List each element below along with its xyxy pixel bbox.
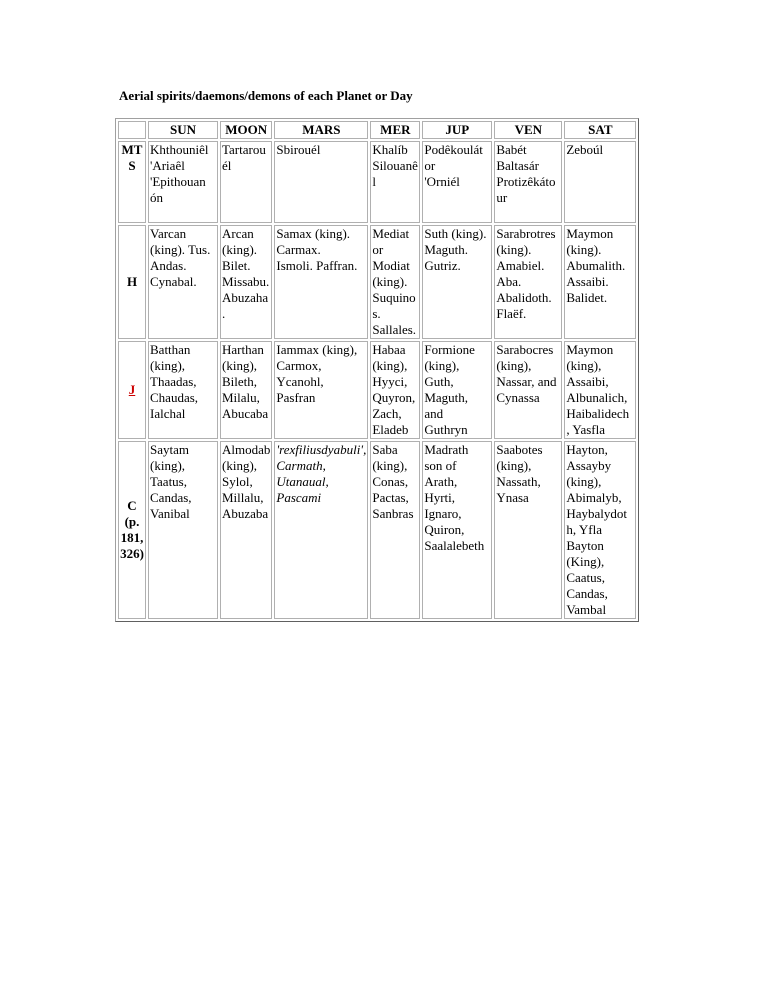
cell-ven: Saabotes (king), Nassath, Ynasa	[494, 441, 562, 619]
cell-sat: Zeboúl	[564, 141, 636, 223]
cell-sat: Hayton, Assayby (king), Abimalyb, Haybalydot h, Yfla Bayton (King), Caatus, Candas, Vambal	[564, 441, 636, 619]
cell-sun: Batthan (king), Thaadas, Chaudas, Ialchal	[148, 341, 218, 439]
row-label-j	[118, 341, 146, 439]
spirits-table	[115, 118, 639, 622]
cell-mars	[274, 441, 368, 619]
row-label-mts: MT S	[118, 141, 146, 223]
header-sun: SUN	[148, 121, 218, 139]
cell-mars: Sbirouél	[274, 141, 368, 223]
cell-mars: Iammax (king), Carmox, Ycanohl, Pasfran	[274, 341, 368, 439]
cell-ven: Sarabrotres (king). Amabiel. Aba. Abalidoth. Flaëf.	[494, 225, 562, 339]
italic-name: 'rexfiliusdyabul	[276, 442, 357, 457]
cell-jup: Podêkoulát or 'Orniél	[422, 141, 492, 223]
table-row	[118, 225, 636, 339]
cell-mer: Habaa (king), Hyyci, Quyron, Zach, Eladeb	[370, 341, 420, 439]
cell-sun: Varcan (king). Tus. Andas. Cynabal.	[148, 225, 218, 339]
italic-name-cont: i', Carmath, Utanaual, Pascami	[276, 442, 367, 505]
cell-sat: Maymon (king). Abumalith. Assaibi. Balidet.	[564, 225, 636, 339]
cell-moon: Tartarou él	[220, 141, 272, 223]
page-title: Aerial spirits/daemons/demons of each Planet or Day	[119, 88, 413, 103]
cell-sat: Maymon (king), Assaibi, Albunalich, Haibalidech , Yasfla	[564, 341, 636, 439]
row-label-h: H	[118, 225, 146, 339]
row-label-j-link[interactable]: J	[128, 382, 136, 397]
header-jup: JUP	[422, 121, 492, 139]
cell-moon: Almodab (king), Sylol, Millalu, Abuzaba	[220, 441, 272, 619]
corner-cell	[118, 121, 146, 139]
cell-jup: Madrath son of Arath, Hyrti, Ignaro, Quiron, Saalalebeth	[422, 441, 492, 619]
header-mer: MER	[370, 121, 420, 139]
cell-ven: Babét Baltasár Protizêkáto ur	[494, 141, 562, 223]
cell-jup: Formione (king), Guth, Maguth, and Guthryn	[422, 341, 492, 439]
cell-jup: Suth (king). Maguth. Gutriz.	[422, 225, 492, 339]
header-row	[118, 121, 636, 139]
cell-mer: Khalíb Silouanê l	[370, 141, 420, 223]
cell-mer: Saba (king), Conas, Pactas, Sanbras	[370, 441, 420, 619]
cell-mars: Samax (king). Carmax. Ismoli. Paffran.	[274, 225, 368, 339]
header-sat: SAT	[564, 121, 636, 139]
cell-moon: Harthan (king), Bileth, Milalu, Abucaba	[220, 341, 272, 439]
row-label-c: C (p. 181, 326)	[118, 441, 146, 619]
cell-sun: Khthouniêl 'Ariaêl 'Epithouan ón	[148, 141, 218, 223]
table-row	[118, 441, 636, 619]
table-row	[118, 141, 636, 223]
header-ven: VEN	[494, 121, 562, 139]
cell-ven: Sarabocres (king), Nassar, and Cynassa	[494, 341, 562, 439]
header-mars: MARS	[274, 121, 368, 139]
cell-sun: Saytam (king), Taatus, Candas, Vanibal	[148, 441, 218, 619]
cell-mer: Mediat or Modiat (king). Suquino s. Sallales.	[370, 225, 420, 339]
table-row	[118, 341, 636, 439]
header-moon: MOON	[220, 121, 272, 139]
cell-moon: Arcan (king). Bilet. Missabu. Abuzaha .	[220, 225, 272, 339]
